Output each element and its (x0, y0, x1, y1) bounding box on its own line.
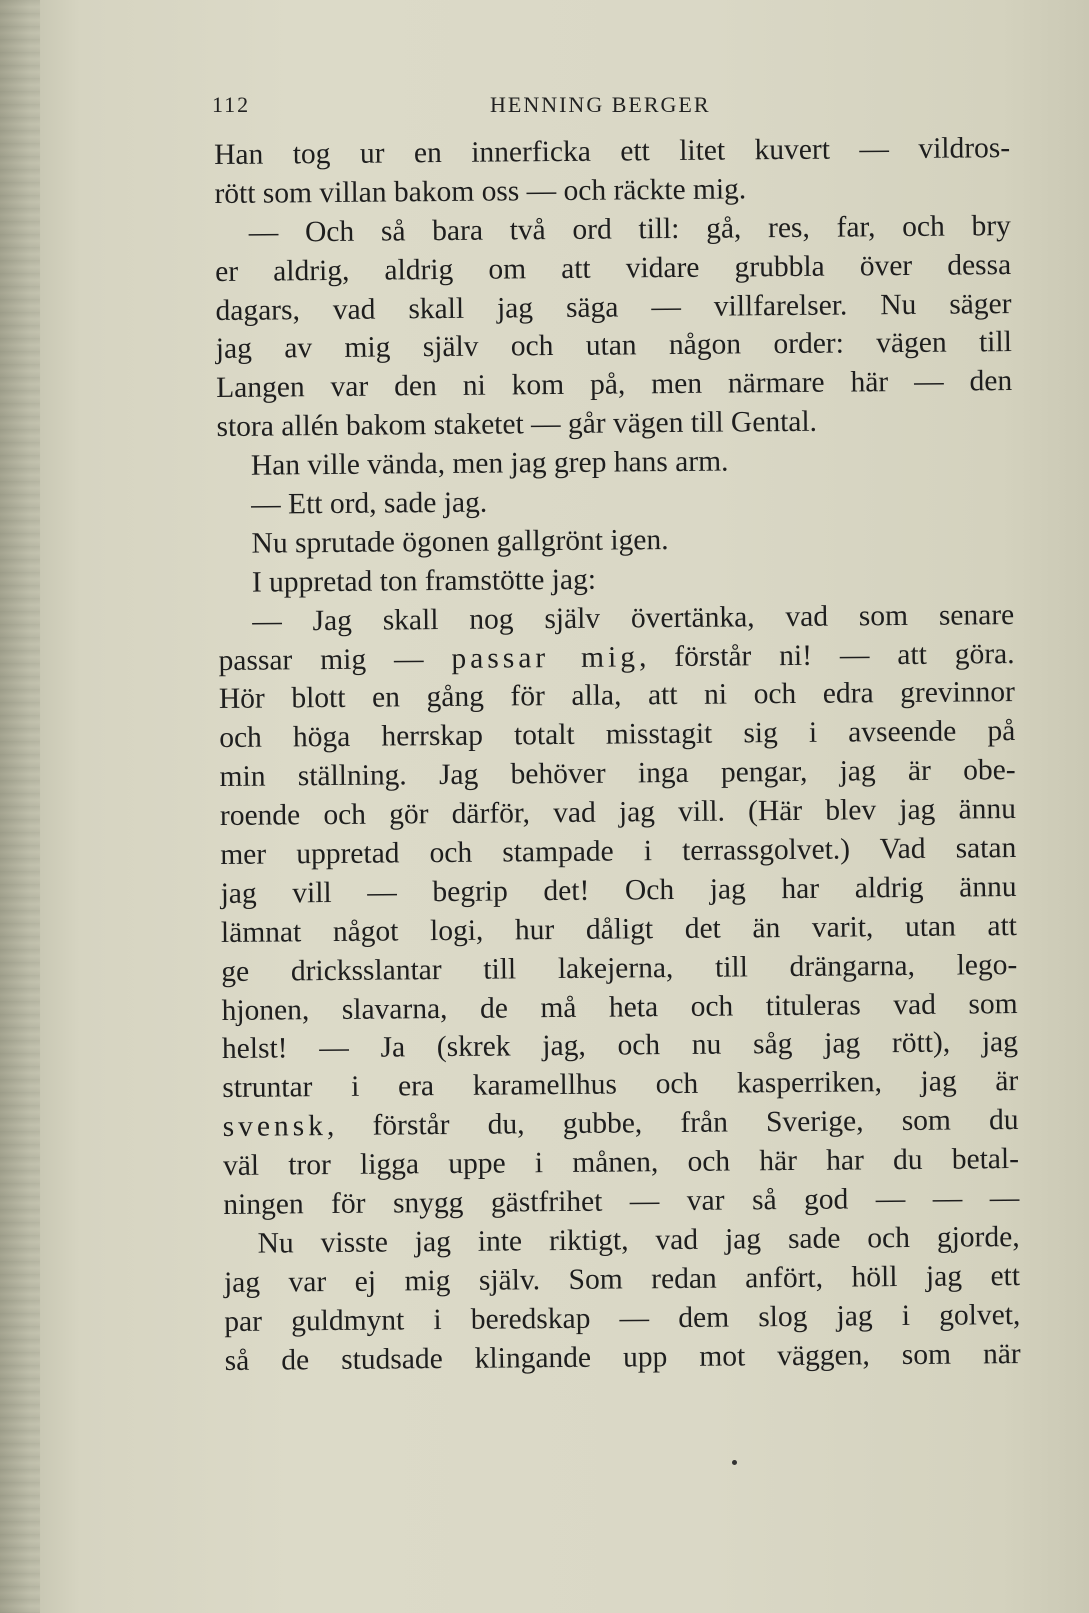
text-line: jag var ej mig själv. Som redan anfört, höll jag ett (223, 1259, 1021, 1299)
body-text (214, 129, 1021, 1380)
text-line: dagars, vad skall jag säga — villfarelser. Nu säger (215, 287, 1012, 327)
text-line: Nu visste jag inte riktigt, vad jag sade och gjorde, (257, 1220, 1020, 1260)
text-line: — Ett ord, sade jag. (251, 486, 488, 521)
text-line: Han tog ur en innerficka ett litet kuvert — vildros- (214, 132, 1011, 171)
text-line: Han ville vända, men jag grep hans arm. (250, 445, 729, 482)
running-head: HENNING BERGER (490, 92, 711, 117)
text-line: hjonen, slavarna, de må heta och tituleras vad som (221, 987, 1018, 1027)
text-line: väl tror ligga uppe i månen, och här har du betal- (222, 1143, 1020, 1183)
text-line: par guldmynt i beredskap — dem slog jag i golvet, (224, 1298, 1021, 1338)
text-line: mer uppretad och stampade i terrassgolvet.) Vad satan (220, 832, 1017, 872)
text-line: ge dricksslantar till lakejerna, till drängarna, lego- (221, 948, 1018, 988)
text-line: Nu sprutade ögonen gallgrönt igen. (251, 523, 669, 560)
text-line: stora allén bakom staketet — går vägen till Gental. (216, 405, 818, 444)
emphasized-text: passar mig (451, 640, 640, 675)
emphasized-text: svensk (222, 1110, 328, 1144)
text-segment: , förstår du, gubbe, från Sverige, som du (326, 1104, 1019, 1143)
binding-gutter (0, 0, 40, 1613)
text-line: så de studsade klingande upp mot väggen, som när (224, 1337, 1021, 1377)
text-line: och höga herrskap totalt misstagit sig i avseende på (219, 715, 1016, 755)
text-line: jag vill — begrip det! Och jag har aldrig ännu (220, 870, 1017, 910)
text-line: roende och gör därför, vad jag vill. (Här blev jag ännu (219, 793, 1017, 833)
text-line: min ställning. Jag behöver inga pengar, jag är obe- (219, 754, 1016, 794)
text-line: lämnat något logi, hur dåligt det än varit, utan att (220, 909, 1018, 949)
text-line: helst! — Ja (skrek jag, och nu såg jag rött), jag (221, 1026, 1019, 1066)
text-line: Hör blott en gång för alla, att ni och edra grevinnor (218, 676, 1016, 716)
text-segment: , förstår ni! — att göra. (638, 637, 1015, 673)
text-line: er aldrig, aldrig om att vidare grubbla över dessa (215, 248, 1012, 288)
page-header (212, 92, 772, 122)
page-number: 112 (212, 92, 251, 117)
text-line: I uppretad ton framstötte jag: (251, 563, 597, 599)
text-segment: passar mig — (218, 642, 452, 677)
text-line: struntar i era karamellhus och kasperriken, jag är (222, 1065, 1019, 1105)
ink-speck (732, 1460, 737, 1465)
text-line: Langen var den ni kom på, men närmare här — den (216, 365, 1013, 405)
text-line: — Jag skall nog själv övertänka, vad som senare (252, 598, 1015, 638)
text-line: jag av mig själv och utan någon order: vägen till (215, 326, 1012, 366)
text-line: — Och så bara två ord till: gå, res, far, och bry (248, 209, 1011, 249)
text-line: ningen för snygg gästfrihet — var så god — — — (223, 1182, 1020, 1222)
text-line: rött som villan bakom oss — och räckte mig. (214, 173, 747, 210)
